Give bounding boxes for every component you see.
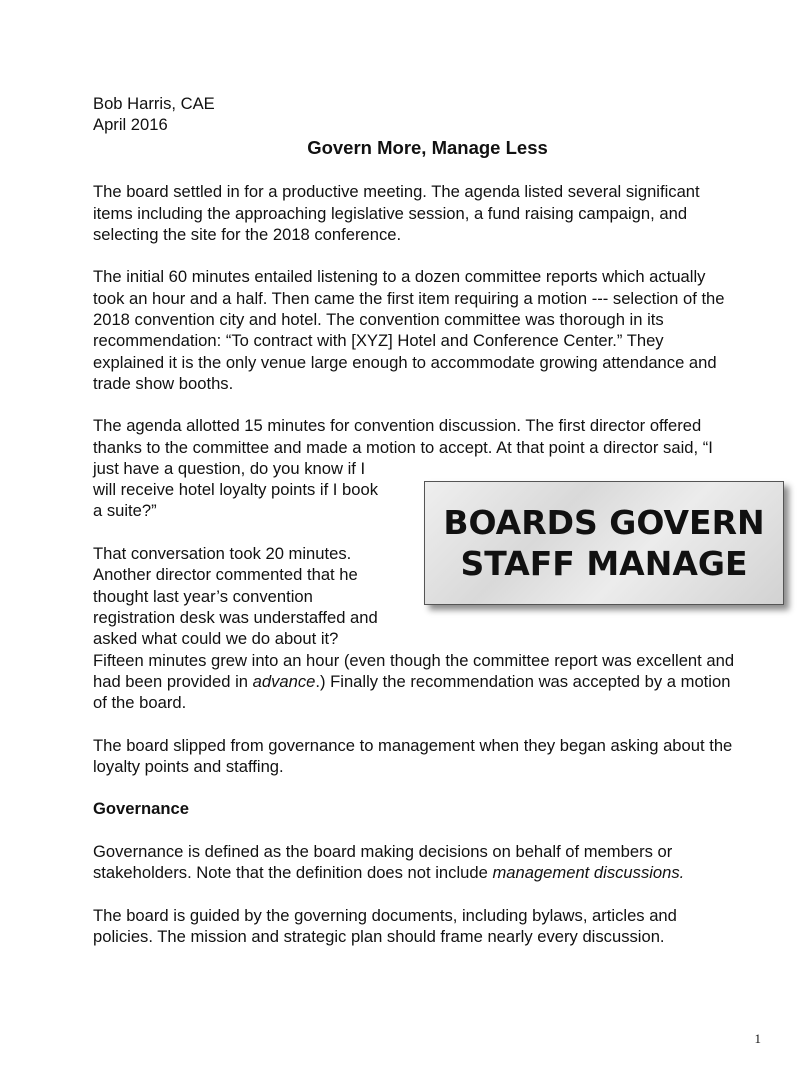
body-line: 2018 convention city and hotel. The convention committee was thorough in its <box>93 310 664 329</box>
body-text: .) Finally the recommendation was accepted by a motion <box>315 672 731 691</box>
body-line: a suite?” <box>93 501 157 520</box>
document-title: Govern More, Manage Less <box>307 137 548 158</box>
body-line: trade show booths. <box>93 374 234 393</box>
body-line: will receive hotel loyalty points if I book <box>93 480 378 499</box>
body-line: Fifteen minutes grew into an hour (even though the committee report was excellent and <box>93 651 735 670</box>
document-date: April 2016 <box>93 115 168 134</box>
body-line <box>93 671 730 692</box>
body-line <box>93 862 684 883</box>
body-line: That conversation took 20 minutes. <box>93 544 352 563</box>
body-line: selecting the site for the 2018 conference. <box>93 225 402 244</box>
body-line: policies. The mission and strategic plan should frame nearly every discussion. <box>93 927 665 946</box>
body-line: The agenda allotted 15 minutes for convention discussion. The first director offered <box>93 416 702 435</box>
body-line: thought last year’s convention <box>93 587 313 606</box>
body-line: recommendation: “To contract with [XYZ] Hotel and Conference Center.” They <box>93 331 664 350</box>
boards-govern-callout-image <box>424 481 784 605</box>
section-heading: Governance <box>93 799 189 818</box>
body-line: asked what could we do about it? <box>93 629 339 648</box>
body-line: registration desk was understaffed and <box>93 608 378 627</box>
body-line: Another director commented that he <box>93 565 358 584</box>
body-line: thanks to the committee and made a motion to accept. At that point a director said, “I <box>93 438 713 457</box>
body-text: stakeholders. Note that the definition does not include <box>93 863 493 882</box>
body-line: Governance is defined as the board making decisions on behalf of members or <box>93 842 673 861</box>
body-line: The board is guided by the governing documents, including bylaws, articles and <box>93 906 677 925</box>
body-line: The board slipped from governance to management when they began asking about the <box>93 736 733 755</box>
emphasis-advance: advance <box>252 672 316 691</box>
body-line: just have a question, do you know if I <box>93 459 366 478</box>
emphasis-management: management discussions. <box>492 863 685 882</box>
body-line: of the board. <box>93 693 187 712</box>
body-line: explained it is the only venue large enough to accommodate growing attendance and <box>93 353 717 372</box>
body-line: The initial 60 minutes entailed listening to a dozen committee reports which actually <box>93 267 706 286</box>
body-line: loyalty points and staffing. <box>93 757 284 776</box>
body-line: The board settled in for a productive meeting. The agenda listed several significant <box>93 182 700 201</box>
body-line: took an hour and a half. Then came the first item requiring a motion --- selection of the <box>93 289 725 308</box>
page-number: 1 <box>754 1031 761 1046</box>
callout-line: BOARDS GOVERN <box>443 503 765 542</box>
author-name: Bob Harris, CAE <box>93 94 215 113</box>
body-text: had been provided in <box>93 672 253 691</box>
callout-line: STAFF MANAGE <box>460 544 748 583</box>
body-line: items including the approaching legislative session, a fund raising campaign, and <box>93 204 688 223</box>
